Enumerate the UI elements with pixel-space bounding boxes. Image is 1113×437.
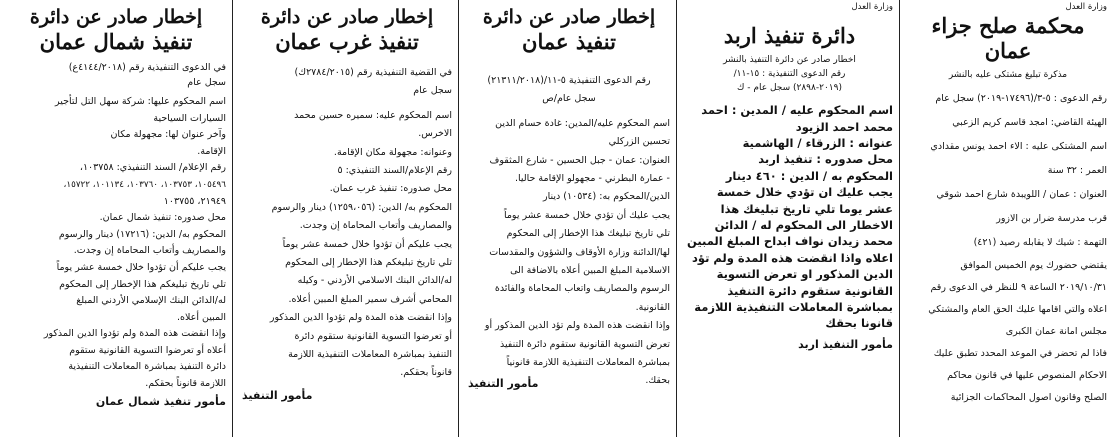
body-line: محمد زيدان نواف ابداح المبلغ المبين <box>686 234 893 249</box>
body-line: الاحكام المنصوص عليها في قانون محاكم <box>947 370 1107 382</box>
body-line: الرسوم والمصاريف واتعاب المحاماة والفائدة <box>494 283 670 295</box>
notice-subtitle: مذكرة تبليغ مشتكى عليه بالنشر <box>948 70 1068 81</box>
body-line: وعنوانه: مجهولة مكان الإقامة. <box>333 146 452 158</box>
body-line: رقم الإعلام/السند التنفيذي: ٥ <box>337 165 452 177</box>
body-line: اسم المحكوم عليه/المدين: غادة حسام الدين <box>495 117 670 129</box>
body-line: بحقك. <box>645 375 670 387</box>
body-line: القانونية ستقوم دائرة التنفيذ <box>727 283 893 298</box>
body-line: مجلس امانة عمان الكبرى <box>1005 326 1107 338</box>
notice-title: إخطار صادر عن دائرة <box>482 6 656 28</box>
body-line: الدين المذكور او تعرض التسوية <box>716 267 893 282</box>
body-line: اسم المحكوم عليها: شركة سهل التل لتأجير <box>55 95 226 107</box>
body-line: ١٠٥٤٩٦، ١٠٣٧٥٣، ١٠٣٧٦٠، ١٠١١٣٤، ١٥٧٢٢، <box>63 179 226 190</box>
body-line: بمباشرة المعاملات التنفيذية اللازمة قانونياً <box>506 357 670 369</box>
body-line: العنوان : عمان / اللويبدة شارع احمد شوقي <box>936 189 1107 201</box>
body-line: لها/الدائنة وزارة الأوقاف والشؤون والمقدسات <box>489 246 670 258</box>
notice-amman-execution <box>462 0 676 437</box>
body-line: له/الدائن البنك الإسلامي الأردني المبلغ <box>76 295 226 307</box>
notice-body <box>468 72 670 391</box>
body-line: رقم الدعوى التنفيذية ٥-١١/(٢١٣١١/٢٠١٨) <box>487 74 651 86</box>
body-line: قانونا بحقك <box>825 316 893 331</box>
body-line: المحكوم به/ الدين: (١٧٢١٦) دينار والرسوم <box>58 228 226 240</box>
body-line: الهيئة القاضي: امجد قاسم كريم الزعبي <box>952 117 1107 129</box>
body-line: قانوناً بحقكم. <box>400 367 452 379</box>
body-line: رقم الدعوى : ٥-٣/(١٧٤٩٦-٢٠١٩) سجل عام <box>935 93 1107 105</box>
body-line: الصلح وقانون اصول المحاكمات الجزائية <box>950 392 1107 404</box>
notice-title: محكمة صلح جزاء عمان <box>931 13 1085 64</box>
notice-title-line2: تنفيذ شمال عمان <box>39 28 193 54</box>
notice-north-amman-execution <box>0 0 232 437</box>
body-line: - عمارة البطرني - مجهولو الإقامة حاليا. <box>514 173 670 185</box>
body-line: رقم الإعلام/ السند التنفيذي: ١٠٣٧٥٨، <box>79 162 226 174</box>
body-line: اللازمة قانوناً بحقكم. <box>145 378 226 390</box>
notice-court-summons <box>903 0 1113 437</box>
body-line: عشر يوما تلي تاريخ تبليغك هذا <box>720 201 893 216</box>
body-line: اسم المشتكى عليه : الاء احمد يونس مقدادي <box>930 141 1107 153</box>
body-line: في الدعوى التنفيذية رقم (٤١٤٤/٢٠١٨ع) <box>68 61 226 73</box>
ministry-label: وزارة العدل <box>1065 2 1107 12</box>
notice-body <box>909 87 1107 409</box>
body-line: قرب مدرسة ضرار بن الازور <box>996 213 1107 225</box>
column-divider <box>232 0 233 437</box>
case-register: (٢٠١٩-٢٨٩٨) سجل عام - ك <box>737 83 842 94</box>
body-line: وإذا انقضت هذه المدة ولم تؤد الدين المذكور أو <box>484 320 670 332</box>
body-line: الاخطار الى المحكوم له / الدائن <box>714 218 893 233</box>
notice-title-line2: تنفيذ عمان <box>522 28 616 54</box>
notice-west-amman-execution <box>236 0 458 437</box>
ministry-label: وزارة العدل <box>851 2 893 12</box>
body-line: التهمة : شيك لا يقابله رصيد (٤٢١) <box>973 237 1107 249</box>
body-line: سجل عام/ص <box>542 93 596 105</box>
body-line: القانونية. <box>635 301 670 313</box>
body-line: سجل عام <box>187 76 226 88</box>
notice-subtitle: اخطار صادر عن دائرة التنفيذ بالنشر <box>723 55 856 66</box>
signature: مأمور التنفيذ <box>242 388 313 402</box>
body-line: أعلاه أو تعرضوا التسوية القانونية ستقوم <box>69 344 226 356</box>
notice-body <box>242 64 452 383</box>
column-divider <box>899 0 900 437</box>
body-line: وإذا انقضت هذه المدة ولم تؤدوا الدين المذكور <box>269 312 452 324</box>
body-line: ٢١٩٤٩، ١٠٣٧٥٥ <box>163 195 226 207</box>
notice-title: إخطار صادر عن دائرة <box>260 6 434 28</box>
body-line: محل صدوره: تنفيذ غرب عمان. <box>329 183 452 195</box>
body-line: بمباشرة المعاملات التنفيذية اللازمة <box>694 300 893 315</box>
body-line: يجب عليك أن تؤدي خلال خمسة عشر يوماً <box>503 209 670 221</box>
body-line: يقتضي حضورك يوم الخميس الموافق <box>960 260 1107 272</box>
notice-body <box>686 102 893 332</box>
body-line: تلي تاريخ تبليغك هذا الإخطار إلى المحكوم <box>506 228 670 240</box>
body-line: دائرة التنفيذ بمباشرة المعاملات التنفيذية <box>68 361 226 373</box>
body-line: عنوانه : الزرقاء / الهاشمية <box>742 136 893 150</box>
body-line: يجب عليكم أن تؤدوا خلال خمسة عشر يوماً <box>56 261 226 273</box>
notice-title-line2: تنفيذ غرب عمان <box>275 28 419 54</box>
body-line: اعلاه واذا انقضت هذه المدة ولم تؤد <box>691 250 893 265</box>
body-line: يجب عليكم أن تؤدوا خلال خمسة عشر يوماً <box>282 238 452 250</box>
signature: مأمور التنفيذ <box>468 376 539 390</box>
notice-body <box>6 60 226 393</box>
notice-irbid-execution <box>680 0 899 437</box>
body-line: المحكوم به/ الدين: (١٢٥٩،٠٥٦) دينار والرسوم <box>271 201 452 213</box>
body-line: محل صدوره : تنفيذ اربد <box>758 152 893 167</box>
body-line: فاذا لم تحضر في الموعد المحدد تطبق عليك <box>933 348 1107 360</box>
body-line: الاسلامية المبلغ المبين أعلاه بالاضافة الى <box>510 265 670 277</box>
body-line: يجب عليك ان تؤدي خلال خمسة <box>716 185 893 200</box>
body-line: اعلاه والتي اقامها عليك الحق العام والمشتكي <box>928 304 1107 316</box>
column-divider <box>676 0 677 437</box>
body-line: العنوان: عمان - جبل الحسين - شارع المثقوف <box>489 154 670 166</box>
body-line: في القضية التنفيذية رقم (٢٧٨٤/٢٠١٥ك) <box>294 66 452 78</box>
body-line: السيارات السياحية <box>153 112 226 124</box>
column-divider <box>458 0 459 437</box>
body-line: المحكوم به / الدين : ٤٦٠ دينار <box>725 168 893 183</box>
case-number: رقم الدعوى التنفيذية : ١٥-١١/ <box>733 69 846 80</box>
body-line: تلي تاريخ تبليغكم هذا الإخطار إلى المحكوم <box>285 257 452 269</box>
body-line: والمصاريف وأتعاب المحاماة إن وجدت. <box>299 220 452 232</box>
body-line: المبين أعلاه. <box>177 311 226 323</box>
body-line: العمر : ٣٢ سنة <box>1047 165 1107 177</box>
body-line: سجل عام <box>413 85 452 97</box>
notice-title: دائرة تنفيذ اربد <box>723 23 856 48</box>
body-line: ٢٠١٩/١٠/٣١ الساعة ٩ للنظر في الدعوى رقم <box>930 282 1107 294</box>
body-line: اسم المحكوم عليه / المدين : احمد <box>701 103 893 118</box>
body-line: التنفيذ بمباشرة المعاملات التنفيذية اللازمة <box>288 349 452 361</box>
body-line: تحسين الزركلي <box>608 136 670 148</box>
body-line: الدين/المحكوم به: (١٠٥٣٤) دينار <box>543 191 670 203</box>
body-line: اسم المحكوم عليه: سميره حسين محمد <box>294 109 452 121</box>
notice-title: إخطار صادر عن دائرة <box>29 6 203 28</box>
body-line: محل صدوره: تنفيذ شمال عمان. <box>99 212 226 224</box>
body-line: له/الدائن البنك الاسلامي الأردني - وكيله <box>297 275 452 287</box>
signature: مأمور تنفيذ شمال عمان <box>95 394 226 408</box>
signature: مأمور التنفيذ اربد <box>798 337 893 351</box>
body-line: الإقامة. <box>197 145 226 157</box>
body-line: محمد احمد الزيود <box>795 119 893 134</box>
body-line: المحامي أشرف سمير المبلغ المبين أعلاه. <box>288 293 452 305</box>
body-line: تعرض التسوية القانونية ستقوم دائرة التنفيذ <box>499 338 670 350</box>
body-line: وإذا انقضت هذه المدة ولم تؤدوا الدين المذكور <box>43 328 226 340</box>
body-line: وآخر عنوان لها: مجهولة مكان <box>110 129 226 141</box>
body-line: أو تعرضوا التسوية القانونية ستقوم دائرة <box>294 330 452 342</box>
body-line: والمصاريف وأتعاب المحاماة إن وجدت. <box>73 245 226 257</box>
body-line: تلي تاريخ تبليغكم هذا الإخطار إلى المحكوم <box>59 278 226 290</box>
body-line: الاخرس. <box>418 128 452 140</box>
